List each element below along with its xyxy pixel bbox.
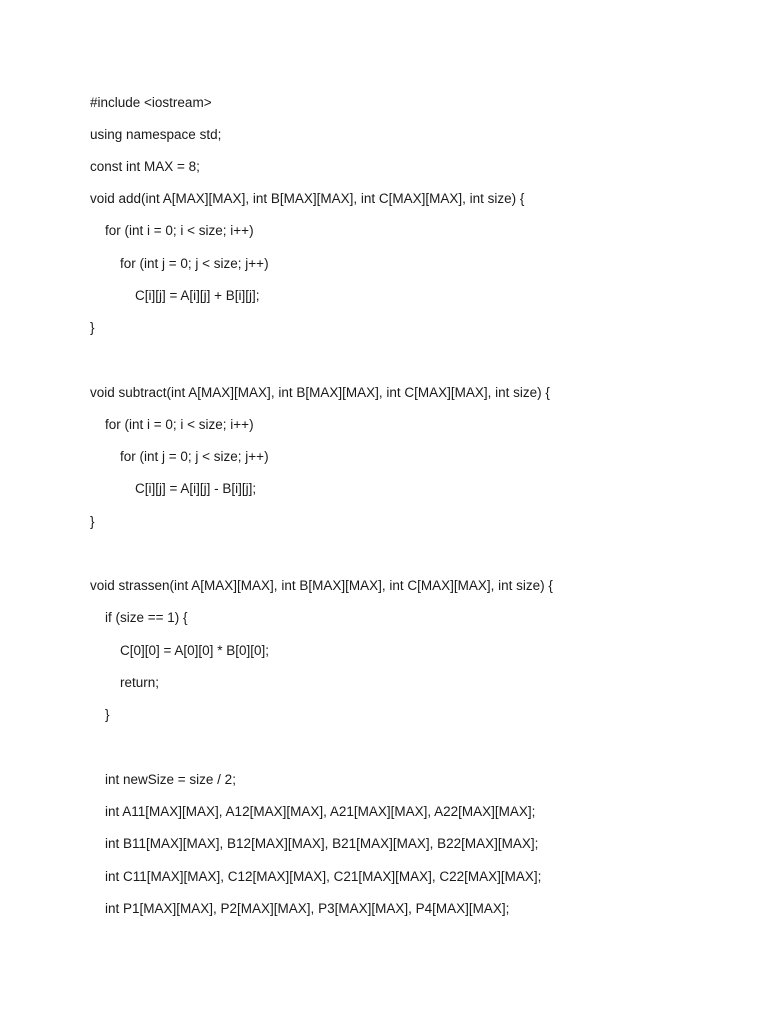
code-line-subtract-for-j: for (int j = 0; j < size; j++)	[90, 449, 269, 464]
code-line-add-close: }	[90, 320, 95, 335]
code-line-strassen-signature: void strassen(int A[MAX][MAX], int B[MAX][MAX], int C[MAX][MAX], int size) {	[90, 578, 553, 593]
code-line-include: #include <iostream>	[90, 95, 212, 110]
code-line-base-case: C[0][0] = A[0][0] * B[0][0];	[90, 643, 269, 658]
code-line-return: return;	[90, 675, 160, 690]
code-line-const-max: const int MAX = 8;	[90, 159, 200, 174]
code-line-subtract-body: C[i][j] = A[i][j] - B[i][j];	[90, 481, 257, 496]
code-line-add-for-j: for (int j = 0; j < size; j++)	[90, 256, 269, 271]
code-line-add-signature: void add(int A[MAX][MAX], int B[MAX][MAX], int C[MAX][MAX], int size) {	[90, 191, 525, 206]
code-line-decl-b: int B11[MAX][MAX], B12[MAX][MAX], B21[MAX][MAX], B22[MAX][MAX];	[90, 836, 539, 851]
code-line-decl-c: int C11[MAX][MAX], C12[MAX][MAX], C21[MAX][MAX], C22[MAX][MAX];	[90, 869, 542, 884]
code-line-subtract-signature: void subtract(int A[MAX][MAX], int B[MAX][MAX], int C[MAX][MAX], int size) {	[90, 385, 550, 400]
code-line-add-body: C[i][j] = A[i][j] + B[i][j];	[90, 288, 260, 303]
code-line-add-for-i: for (int i = 0; i < size; i++)	[90, 223, 254, 238]
code-line-decl-p: int P1[MAX][MAX], P2[MAX][MAX], P3[MAX][MAX], P4[MAX][MAX];	[90, 901, 510, 916]
code-line-namespace: using namespace std;	[90, 127, 222, 142]
code-line-subtract-close: }	[90, 514, 95, 529]
code-line-subtract-for-i: for (int i = 0; i < size; i++)	[90, 417, 254, 432]
code-line-if-size: if (size == 1) {	[90, 610, 188, 625]
code-line-decl-a: int A11[MAX][MAX], A12[MAX][MAX], A21[MAX][MAX], A22[MAX][MAX];	[90, 804, 536, 819]
code-line-new-size: int newSize = size / 2;	[90, 772, 236, 787]
code-line-if-close: }	[90, 707, 110, 722]
